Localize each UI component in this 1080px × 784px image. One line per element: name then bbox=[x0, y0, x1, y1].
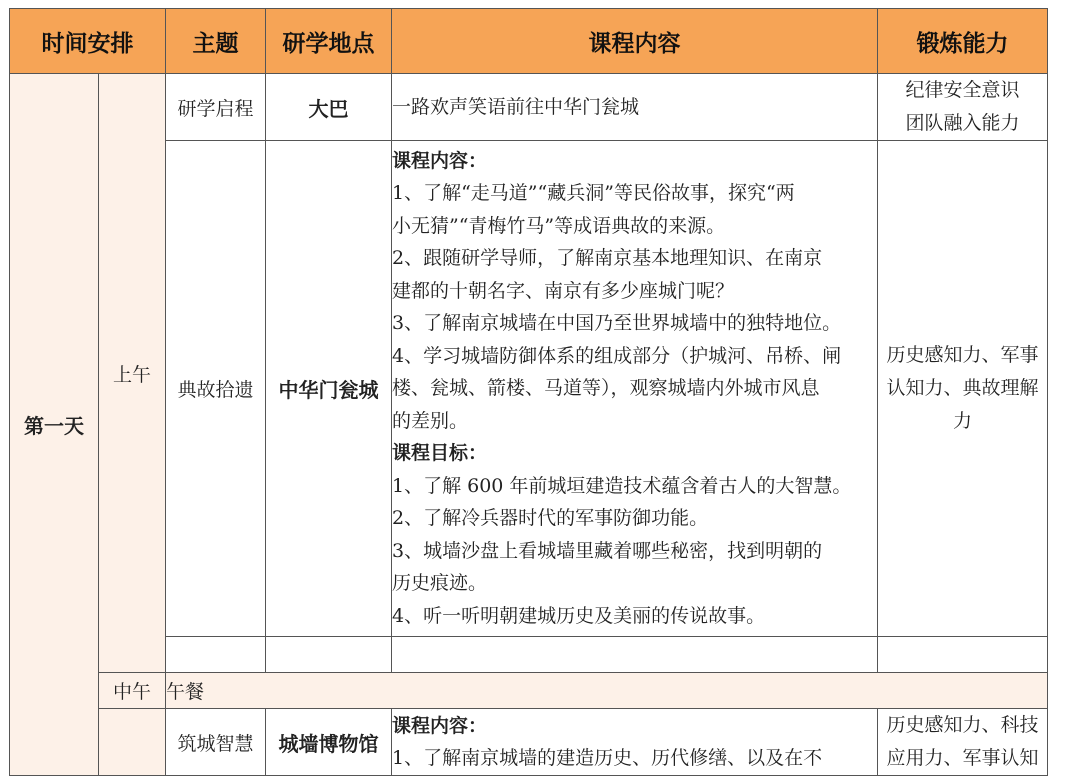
skill-line: 应用力、军事认知 bbox=[886, 747, 1039, 769]
table-row bbox=[10, 74, 1048, 141]
content-line: 楼、瓮城、箭楼、马道等），观察城墙内外城市风息 bbox=[392, 377, 820, 400]
place-cell: 城墙博物馆 bbox=[266, 709, 392, 776]
noon-label: 中午 bbox=[99, 673, 166, 709]
header-topic: 主题 bbox=[166, 9, 266, 74]
header-row bbox=[10, 9, 1048, 74]
goal-line: 历史痕迹。 bbox=[392, 572, 488, 595]
content-line: 1、了解“走马道”“藏兵洞”等民俗故事，探究“两 bbox=[392, 182, 795, 205]
content-line: 2、跟随研学导师，了解南京基本地理知识、在南京 bbox=[392, 247, 823, 270]
skills-cell bbox=[878, 709, 1048, 776]
goal-line: 2、了解冷兵器时代的军事防御功能。 bbox=[392, 507, 709, 530]
goal-line: 4、听一听明朝建城历史及美丽的传说故事。 bbox=[392, 604, 766, 627]
skill-line: 团队融入能力 bbox=[905, 112, 1020, 134]
content-line: 4、学习城墙防御体系的组成部分（护城河、吊桥、闸 bbox=[392, 344, 842, 367]
table-row-empty bbox=[10, 637, 1048, 673]
table-row bbox=[10, 141, 1048, 637]
skill-line: 认知力、典故理解 bbox=[886, 377, 1039, 399]
skill-line: 历史感知力、科技 bbox=[886, 714, 1039, 736]
noon-activity: 午餐 bbox=[166, 673, 1048, 709]
header-skills: 锻炼能力 bbox=[878, 9, 1048, 74]
content-line: 建都的十朝名字、南京有多少座城门呢？ bbox=[392, 279, 735, 302]
topic-cell: 筑城智慧 bbox=[166, 709, 266, 776]
skill-line: 历史感知力、军事 bbox=[886, 344, 1039, 366]
content-label: 课程内容： bbox=[392, 714, 488, 737]
goal-label: 课程目标： bbox=[392, 442, 488, 465]
skills-cell bbox=[878, 74, 1048, 141]
afternoon-cell bbox=[99, 709, 166, 776]
skill-line: 纪律安全意识 bbox=[905, 79, 1020, 101]
content-line: 小无猜”“青梅竹马”等成语典故的来源。 bbox=[392, 214, 726, 237]
place-cell: 大巴 bbox=[266, 74, 392, 141]
skills-cell bbox=[878, 141, 1048, 637]
empty-cell bbox=[166, 637, 266, 673]
empty-cell bbox=[392, 637, 878, 673]
morning-label: 上午 bbox=[99, 74, 166, 673]
content-line: 1、了解南京城墙的建造历史、历代修缮、以及在不 bbox=[392, 747, 823, 769]
table-row-noon bbox=[10, 673, 1048, 709]
goal-line: 3、城墙沙盘上看城墙里藏着哪些秘密，找到明朝的 bbox=[392, 539, 823, 562]
table-row bbox=[10, 709, 1048, 776]
empty-cell bbox=[878, 637, 1048, 673]
content-label: 课程内容： bbox=[392, 149, 488, 172]
empty-cell bbox=[266, 637, 392, 673]
header-place: 研学地点 bbox=[266, 9, 392, 74]
schedule-table bbox=[9, 8, 1048, 776]
content-cell: 一路欢声笑语前往中华门瓮城 bbox=[392, 74, 878, 141]
header-content: 课程内容 bbox=[392, 9, 878, 74]
header-time: 时间安排 bbox=[10, 9, 166, 74]
content-cell bbox=[392, 709, 878, 776]
content-line: 的差别。 bbox=[392, 409, 469, 432]
topic-cell: 典故拾遗 bbox=[166, 141, 266, 637]
day-label: 第一天 bbox=[10, 74, 99, 776]
skill-line: 力 bbox=[952, 410, 972, 432]
content-line: 3、了解南京城墙在中国乃至世界城墙中的独特地位。 bbox=[392, 312, 842, 335]
goal-line: 1、了解 600 年前城垣建造技术蕴含着古人的大智慧。 bbox=[392, 474, 852, 497]
content-cell bbox=[392, 141, 878, 637]
topic-cell: 研学启程 bbox=[166, 74, 266, 141]
place-cell: 中华门瓮城 bbox=[266, 141, 392, 637]
